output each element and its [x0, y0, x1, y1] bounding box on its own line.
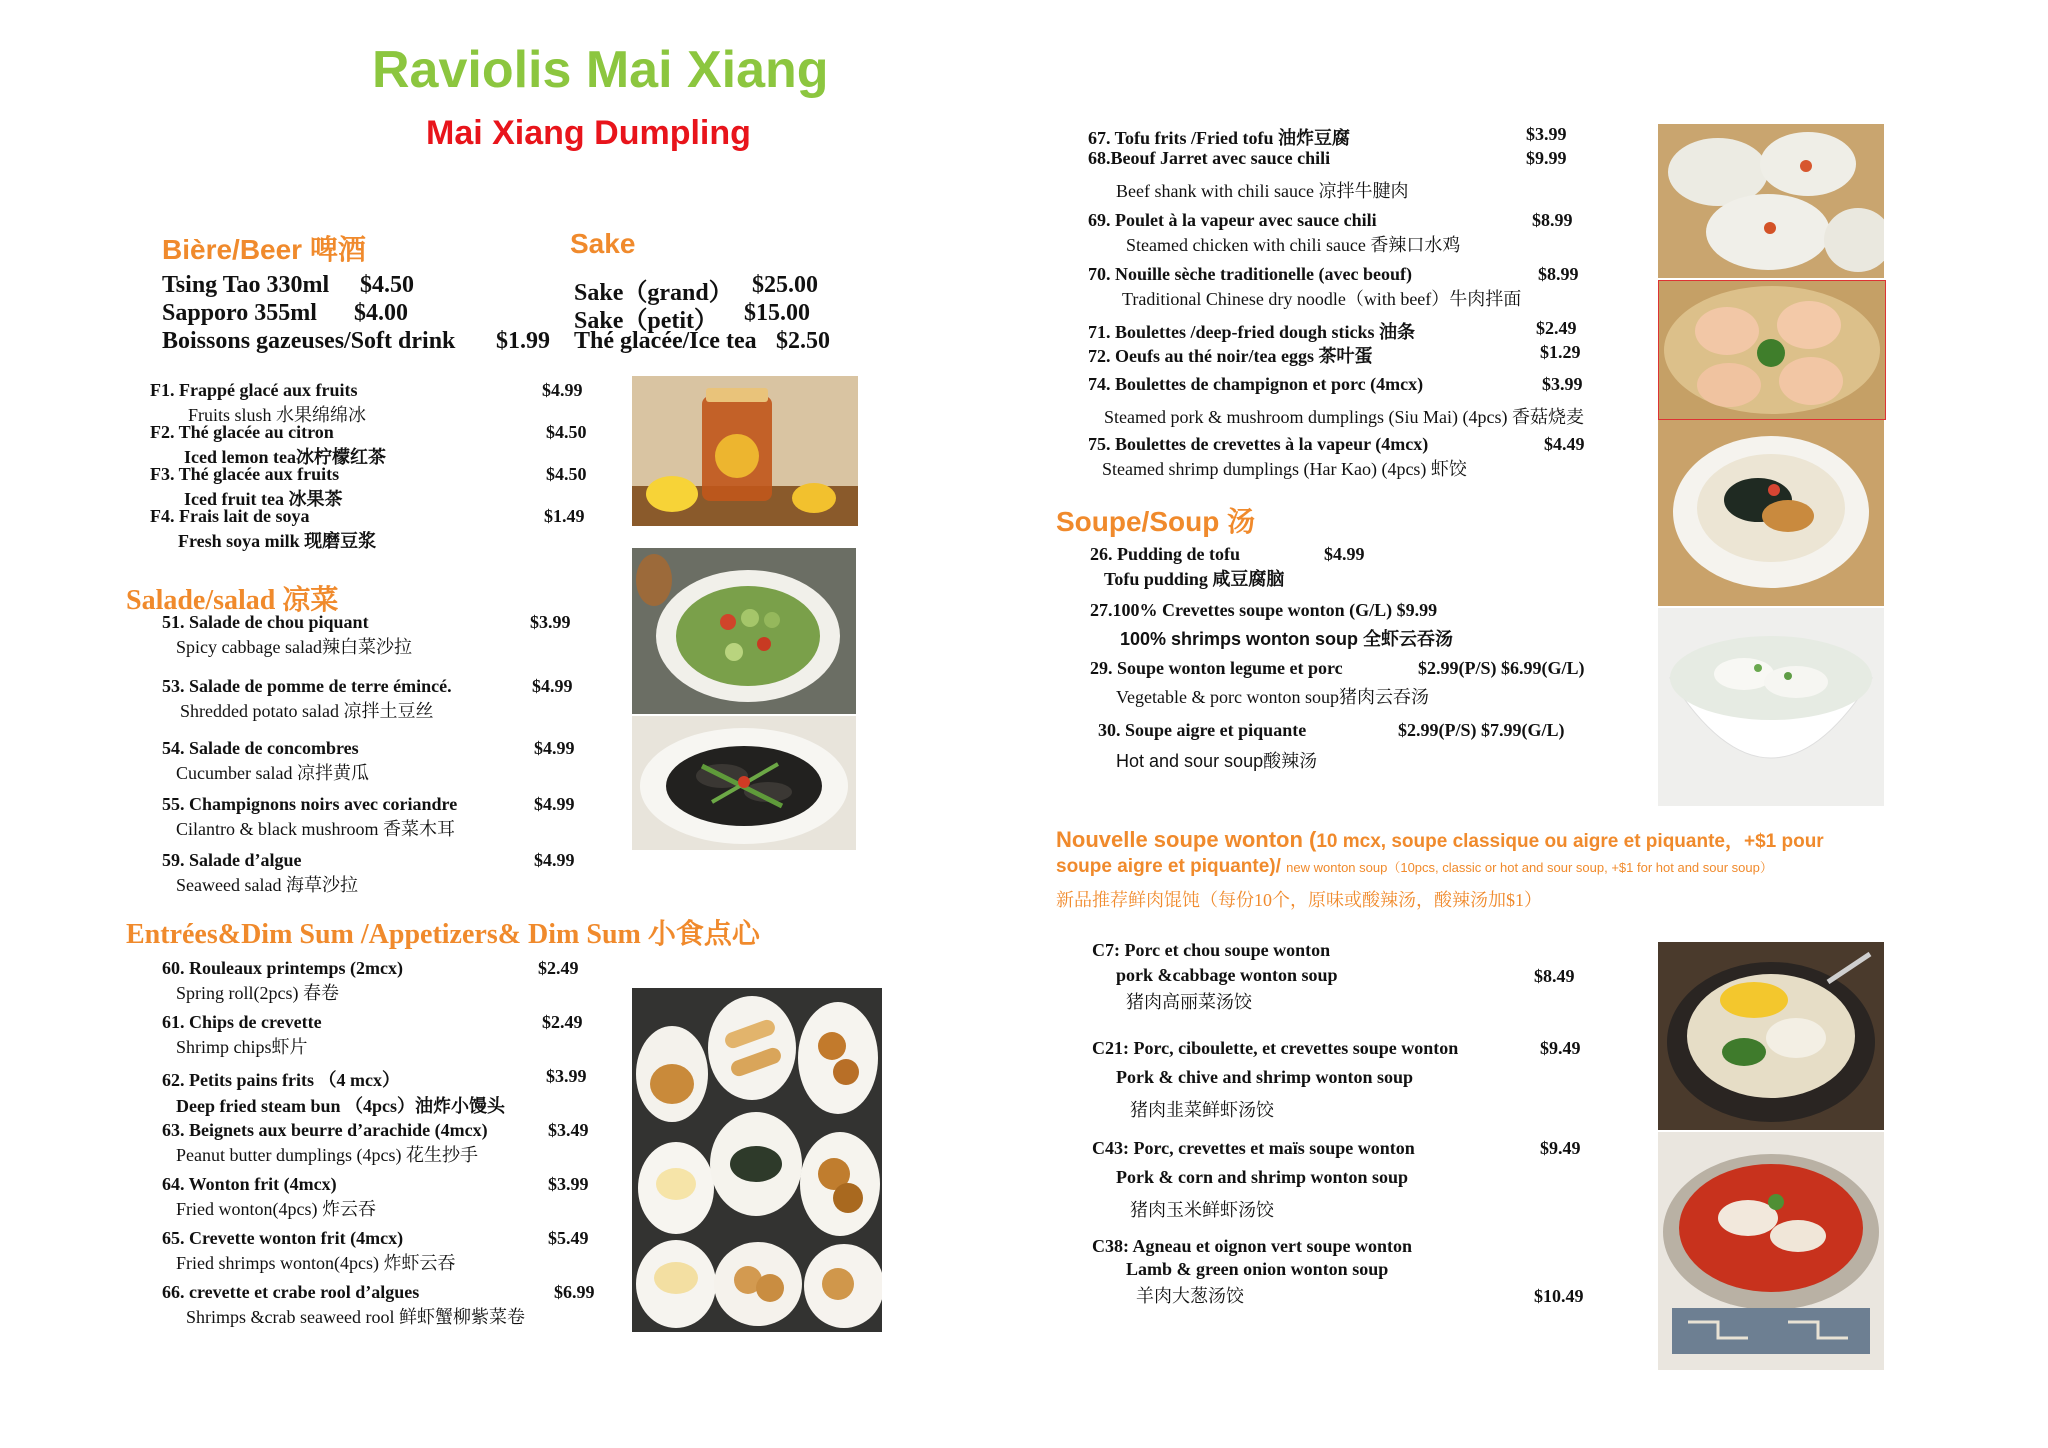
appetizer-name: 60. Rouleaux printemps (2mcx): [162, 958, 403, 978]
beer-price: $4.50: [360, 272, 414, 298]
sake-heading: Sake: [570, 228, 636, 259]
pork-wonton-soup-photo: [1658, 942, 1884, 1130]
appetizer-price: $3.99: [546, 1066, 587, 1086]
salad-price: $4.99: [532, 676, 573, 696]
dimsum-price: $4.49: [1544, 434, 1585, 454]
drink-price: $4.50: [546, 422, 587, 442]
wonton-name: C38: Agneau et oignon vert soupe wonton: [1092, 1236, 1413, 1256]
wonton-zh: 羊肉大葱汤饺: [1136, 1286, 1244, 1306]
soup-name: 29. Soupe wonton legume et porc: [1090, 658, 1343, 678]
appetizer-name: 62. Petits pains frits （4 mcx）: [162, 1070, 400, 1090]
appetizer-price: $2.49: [542, 1012, 583, 1032]
wonton-item: [1092, 1138, 1581, 1222]
drink-name: F1. Frappé glacé aux fruits: [150, 380, 358, 400]
wonton-zh: 猪肉韭菜鲜虾汤饺: [1130, 1100, 1274, 1120]
drink-item: [150, 422, 590, 469]
appetizer-item: [162, 958, 579, 1005]
iced-tea-photo: [632, 376, 858, 526]
appetizer-item: [162, 1120, 589, 1167]
wonton-name: C7: Porc et chou soupe wonton: [1092, 940, 1331, 960]
salad-item: [162, 850, 575, 897]
beer-name: Tsing Tao 330ml: [162, 272, 330, 298]
drink-item: [150, 506, 590, 553]
salad-name: 53. Salade de pomme de terre émincé.: [162, 676, 452, 696]
wonton-price: $10.49: [1534, 1286, 1584, 1306]
soup-price: $2.99(P/S) $7.99(G/L): [1398, 720, 1565, 740]
salad-sub: Shredded potato salad 凉拌土豆丝: [180, 701, 434, 721]
wonton-item: [1092, 1038, 1581, 1122]
dimsum-price: $1.29: [1540, 342, 1581, 362]
salad-item: [162, 676, 573, 723]
beer-item: [162, 328, 550, 355]
drink-sub: Iced lemon tea冰柠檬红茶: [184, 447, 386, 467]
salad-item: [162, 794, 575, 841]
dimsum-name: 74. Boulettes de champignon et porc (4mcx): [1088, 374, 1424, 394]
sake-name: Sake（grand）: [574, 280, 733, 306]
dimsum-price: $3.99: [1542, 374, 1583, 394]
beer-item: [162, 272, 414, 299]
wonton-soup-photo: [1658, 608, 1884, 806]
new-wonton-heading-d: new wonton soup（10pcs, classic or hot and sour soup, +$1 for hot and sour soup）: [1286, 860, 1773, 875]
appetizer-name: 61. Chips de crevette: [162, 1012, 322, 1032]
sake-name: Sake（petit）: [574, 308, 718, 334]
appetizer-item: [162, 1174, 589, 1221]
sake-price: $25.00: [752, 272, 818, 298]
salad-sub: Seaweed salad 海草沙拉: [176, 875, 358, 895]
salad-item: [162, 612, 571, 659]
wonton-sub: Lamb & green onion wonton soup: [1126, 1259, 1389, 1279]
drink-item: [150, 380, 590, 427]
wonton-item: [1092, 1236, 1584, 1308]
appetizer-sub: Shrimps &crab seaweed rool 鲜虾蟹柳紫菜卷: [186, 1307, 525, 1327]
new-wonton-heading-c: soupe aigre et piquante)/: [1056, 856, 1281, 877]
beer-name: Sapporo 355ml: [162, 300, 317, 326]
drink-name: F4. Frais lait de soya: [150, 506, 310, 526]
black-mushroom-photo: [632, 716, 856, 850]
appetizer-item: [162, 1282, 595, 1329]
drink-sub: Iced fruit tea 冰果茶: [184, 489, 343, 509]
soup-item: [1090, 544, 1365, 591]
salad-heading: Salade/salad 凉菜: [126, 585, 339, 616]
salad-price: $4.99: [534, 794, 575, 814]
dimsum-item: [1088, 374, 1584, 429]
sake-price: $15.00: [744, 300, 810, 326]
appetizer-sub: Fried shrimps wonton(4pcs) 炸虾云吞: [176, 1253, 456, 1273]
dimsum-item: [1088, 124, 1567, 150]
soup-sub: 100% shrimps wonton soup 全虾云吞汤: [1120, 629, 1454, 649]
soup-name: 27.100% Crevettes soupe wonton (G/L) $9.99: [1090, 600, 1438, 620]
appetizers-heading: Entrées&Dim Sum /Appetizers& Dim Sum 小食点心: [126, 919, 760, 950]
dimsum-name: 67. Tofu frits /Fried tofu 油炸豆腐: [1088, 128, 1351, 148]
soup-price: $4.99: [1324, 544, 1365, 564]
siu-mai-photo: [1658, 124, 1884, 278]
restaurant-subtitle: Mai Xiang Dumpling: [426, 114, 751, 152]
wonton-sub: Pork & corn and shrimp wonton soup: [1116, 1167, 1409, 1187]
dimsum-item: [1088, 318, 1577, 344]
wonton-zh: 猪肉高丽菜汤饺: [1126, 992, 1252, 1012]
wonton-price: $8.49: [1534, 966, 1575, 986]
wonton-name: C43: Porc, crevettes et maïs soupe wonton: [1092, 1138, 1415, 1158]
dimsum-item: [1088, 148, 1567, 203]
dimsum-sub: Beef shank with chili sauce 凉拌牛腱肉: [1116, 181, 1409, 201]
appetizer-item: [162, 1228, 589, 1275]
dim-sum-platter-photo: [632, 988, 882, 1332]
appetizer-item: [162, 1066, 587, 1118]
spicy-wonton-soup-photo: [1658, 1132, 1884, 1370]
har-kao-photo: [1658, 280, 1886, 420]
appetizer-name: 65. Crevette wonton frit (4mcx): [162, 1228, 404, 1248]
drink-price: $4.50: [546, 464, 587, 484]
dimsum-sub: Steamed chicken with chili sauce 香辣口水鸡: [1126, 235, 1461, 255]
soup-sub: Tofu pudding 咸豆腐脑: [1104, 569, 1285, 589]
salad-name: 54. Salade de concombres: [162, 738, 359, 758]
beer-price: $4.00: [354, 300, 408, 326]
salad-price: $4.99: [534, 850, 575, 870]
salad-price: $4.99: [534, 738, 575, 758]
dimsum-name: 70. Nouille sèche traditionelle (avec beouf): [1088, 264, 1412, 284]
appetizer-price: $6.99: [554, 1282, 595, 1302]
appetizer-price: $3.49: [548, 1120, 589, 1140]
wonton-sub: Pork & chive and shrimp wonton soup: [1116, 1067, 1414, 1087]
drink-sub: Fruits slush 水果绵绵冰: [188, 405, 367, 425]
new-wonton-heading-zh: 新品推荐鲜肉馄饨（每份10个，原味或酸辣汤，酸辣汤加$1）: [1056, 890, 1542, 910]
drink-price: $1.49: [544, 506, 585, 526]
sake-price: $2.50: [776, 328, 830, 354]
soup-item: [1090, 658, 1585, 709]
tofu-pudding-photo: [1658, 420, 1884, 606]
wonton-price: $9.49: [1540, 1038, 1581, 1058]
salad-sub: Cilantro & black mushroom 香菜木耳: [176, 819, 455, 839]
salad-price: $3.99: [530, 612, 571, 632]
drink-name: F3. Thé glacée aux fruits: [150, 464, 340, 484]
salad-item: [162, 738, 575, 785]
drink-name: F2. Thé glacée au citron: [150, 422, 334, 442]
dimsum-name: 72. Oeufs au thé noir/tea eggs 茶叶蛋: [1088, 346, 1373, 366]
appetizer-sub: Shrimp chips虾片: [176, 1037, 308, 1057]
cucumber-salad-photo: [632, 548, 856, 714]
soup-name: 30. Soupe aigre et piquante: [1098, 720, 1307, 740]
dimsum-name: 75. Boulettes de crevettes à la vapeur (4mcx): [1088, 434, 1429, 454]
appetizer-sub: Fried wonton(4pcs) 炸云吞: [176, 1199, 376, 1219]
soup-name: 26. Pudding de tofu: [1090, 544, 1241, 564]
appetizer-name: 63. Beignets aux beurre d’arachide (4mcx): [162, 1120, 488, 1140]
dimsum-sub: Steamed pork & mushroom dumplings (Siu Mai) (4pcs) 香菇烧麦: [1104, 407, 1584, 427]
soup-price: $2.99(P/S) $6.99(G/L): [1418, 658, 1585, 678]
wonton-item: [1092, 940, 1575, 1014]
dimsum-sub: Steamed shrimp dumplings (Har Kao) (4pcs) 虾饺: [1102, 459, 1467, 479]
salad-name: 55. Champignons noirs avec coriandre: [162, 794, 458, 814]
wonton-sub: pork &cabbage wonton soup: [1116, 965, 1338, 985]
salad-sub: Spicy cabbage salad辣白菜沙拉: [176, 637, 412, 657]
dimsum-price: $8.99: [1532, 210, 1573, 230]
wonton-price: $9.49: [1540, 1138, 1581, 1158]
beer-price: $1.99: [496, 328, 550, 354]
drink-price: $4.99: [542, 380, 583, 400]
appetizer-sub: Spring roll(2pcs) 春卷: [176, 983, 339, 1003]
drink-item: [150, 464, 590, 511]
dimsum-price: $3.99: [1526, 124, 1567, 144]
appetizer-name: 64. Wonton frit (4mcx): [162, 1174, 337, 1194]
dimsum-sub: Traditional Chinese dry noodle（with beef）牛肉拌面: [1122, 289, 1522, 309]
soup-heading: Soupe/Soup 汤: [1056, 506, 1256, 537]
wonton-zh: 猪肉玉米鲜虾汤饺: [1130, 1200, 1274, 1220]
soup-item: [1098, 720, 1565, 773]
appetizer-name: 66. crevette et crabe rool d’algues: [162, 1282, 420, 1302]
wonton-name: C21: Porc, ciboulette, et crevettes soupe wonton: [1092, 1038, 1459, 1058]
soup-item: [1090, 600, 1453, 651]
new-wonton-heading-b: 10 mcx, soupe classique ou aigre et piquante，+$1 pour: [1316, 831, 1824, 852]
dimsum-price: $9.99: [1526, 148, 1567, 168]
salad-sub: Cucumber salad 凉拌黄瓜: [176, 763, 369, 783]
appetizer-sub: Deep fried steam bun （4pcs）油炸小馒头: [176, 1096, 505, 1116]
dimsum-item: [1088, 434, 1585, 481]
salad-name: 59. Salade d’algue: [162, 850, 302, 870]
soup-sub: Vegetable & porc wonton soup猪肉云吞汤: [1116, 687, 1429, 707]
new-wonton-heading-line2: [1056, 856, 1773, 878]
soup-sub: Hot and sour soup酸辣汤: [1116, 751, 1318, 771]
sake-name: Thé glacée/Ice tea: [574, 328, 757, 354]
salad-name: 51. Salade de chou piquant: [162, 612, 369, 632]
appetizer-price: $2.49: [538, 958, 579, 978]
dimsum-item: [1088, 342, 1581, 368]
restaurant-title: Raviolis Mai Xiang: [372, 41, 829, 99]
dimsum-name: 69. Poulet à la vapeur avec sauce chili: [1088, 210, 1377, 230]
drink-sub: Fresh soya milk 现磨豆浆: [178, 531, 377, 551]
appetizer-sub: Peanut butter dumplings (4pcs) 花生抄手: [176, 1145, 478, 1165]
appetizer-item: [162, 1012, 583, 1059]
dimsum-price: $8.99: [1538, 264, 1579, 284]
dimsum-item: [1088, 264, 1579, 311]
dimsum-name: 71. Boulettes /deep-fried dough sticks 油条: [1088, 322, 1416, 342]
sake-item: [574, 328, 830, 355]
dimsum-item: [1088, 210, 1573, 257]
beer-heading: Bière/Beer 啤酒: [162, 234, 366, 265]
appetizer-price: $3.99: [548, 1174, 589, 1194]
dimsum-name: 68.Beouf Jarret avec sauce chili: [1088, 148, 1331, 168]
new-wonton-heading: [1056, 826, 1824, 853]
appetizer-price: $5.49: [548, 1228, 589, 1248]
beer-item: [162, 300, 408, 327]
new-wonton-heading-a: Nouvelle soupe wonton (: [1056, 827, 1317, 852]
dimsum-price: $2.49: [1536, 318, 1577, 338]
beer-name: Boissons gazeuses/Soft drink: [162, 328, 456, 354]
